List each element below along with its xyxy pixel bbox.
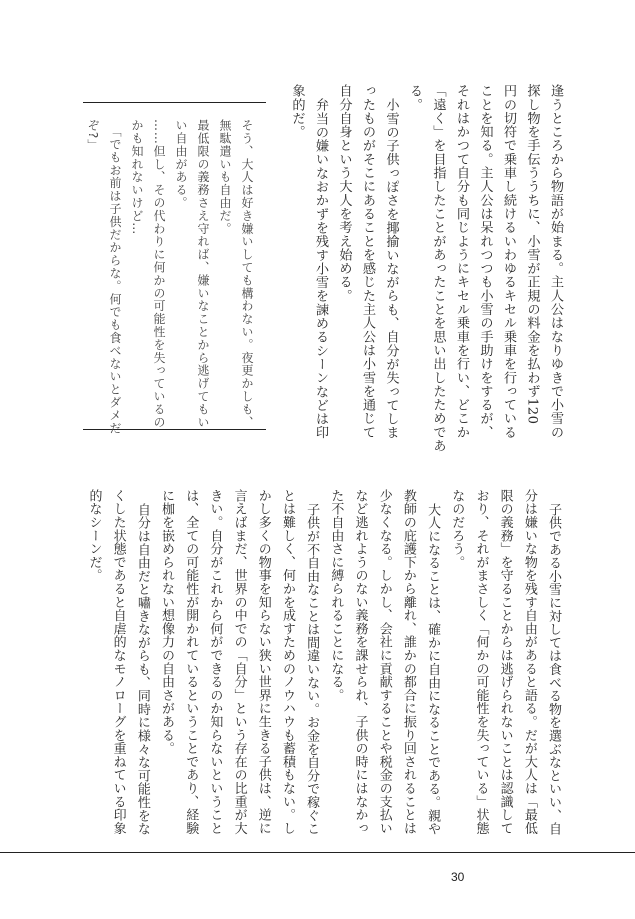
quote-text — [82, 119, 258, 435]
text-column: る。 — [407, 84, 422, 112]
body-text-lower — [81, 489, 565, 835]
text-column: 象的だ。 — [289, 84, 305, 139]
page-number: 30 — [451, 870, 465, 884]
text-column: ったものがそこにあることを感じた主人公は小雪を通じて — [360, 84, 375, 439]
text-column: 大人になることは、確かに自由になることである。親や — [425, 502, 441, 836]
text-column: 自分自身という大人を考え始める。 — [336, 84, 352, 303]
text-column: 無駄遣いも自由だ。 — [218, 119, 232, 236]
text-column: 自分は自由だと嘯きながらも、同時に様々な可能性をな — [134, 502, 150, 836]
text-column: 小雪の子供っぽさを揶揄いながらも、自分が失ってしま — [383, 97, 399, 439]
text-column: など逃れようのない義務を課せられ、子供の時にはなかっ — [352, 489, 368, 835]
text-column: 言えばまだ、世界の中での「自分」という存在の比重が大 — [231, 489, 247, 835]
text-column: 分は嫌いな物を残す自由があると語る。だが大人は「最低 — [521, 489, 537, 835]
text-column: 「遠く」を目指したことがあったことを思い出したためであ — [430, 84, 446, 453]
text-column: それはかつて自分も同じようにキセル乗車を行い、どこか — [454, 84, 469, 439]
text-column: 最低限の義務さえ守れば、嫌いなことから逃げてもい — [196, 119, 210, 429]
text-column: ぞ?」 — [86, 119, 100, 153]
text-column: かし多くの物事を知らない狭い世界に生きる子供は、逆に — [255, 489, 271, 835]
text-column: くした状態であると自虐的なモノローグを重ねている印象 — [110, 489, 126, 835]
body-text-upper — [285, 84, 567, 453]
text-column: とは難しく、何かを成すためのノウハウも蓄積もない。し — [279, 489, 295, 835]
text-column: おり、それがまさしく「何かの可能性を失っている」状態 — [473, 489, 489, 835]
text-column: 「でもお前は子供だからな。何でも食べないとダメだ — [108, 125, 122, 435]
text-column: 円の切符で乗車し続けるいわゆるキセル乗車を行っている — [501, 84, 516, 439]
footer-divider — [0, 852, 635, 853]
text-column: た不自由さに縛られることになる。 — [328, 489, 344, 702]
text-column: 子供が不自由なことは間違いない。お金を自分で稼ぐこ — [304, 502, 320, 836]
text-column: そう、大人は好き嫌いしても構わない。夜更かしも、 — [240, 119, 254, 429]
text-column: ことを知る。主人公は呆れつつも小雪の手助けをするが、 — [477, 84, 493, 439]
text-column: きい。自分がこれから何ができるのか知らないということ — [207, 489, 223, 835]
text-column: 教師の庇護下から離れ、誰かの都合に振り回されることは — [400, 489, 416, 835]
text-column: 弁当の嫌いなおかずを残す小雪を諫めるシーンなどは印 — [313, 97, 328, 439]
text-column: かも知れないけど… — [130, 119, 144, 236]
text-column: は、全ての可能性が開かれているということであり、経験 — [183, 489, 199, 835]
text-column: い自由がある。 — [174, 119, 188, 210]
text-column: 子供である小雪に対しては食べる物を選ぶなといい、自 — [546, 502, 561, 836]
text-column: 少なくなる。しかし、会社に貢献することや税金の支払い — [376, 489, 392, 835]
text-column: ……但し、その代わりに何かの可能性を失っているの — [152, 119, 166, 429]
text-column: に枷を嵌められない想像力の自由さがある。 — [159, 489, 174, 755]
quote-box — [83, 102, 266, 435]
text-column: 限の義務」を守ることからは逃げられないことは認識して — [497, 489, 513, 835]
text-column: なのだろう。 — [449, 489, 465, 569]
text-column: 逢うところから物語が始まる。主人公はなりゆきで小雪の — [548, 84, 563, 439]
text-column: 的なシーンだ。 — [86, 489, 102, 583]
text-column: 探し物を手伝ううちに、小雪が正規の料金を払わず120 — [524, 84, 540, 425]
